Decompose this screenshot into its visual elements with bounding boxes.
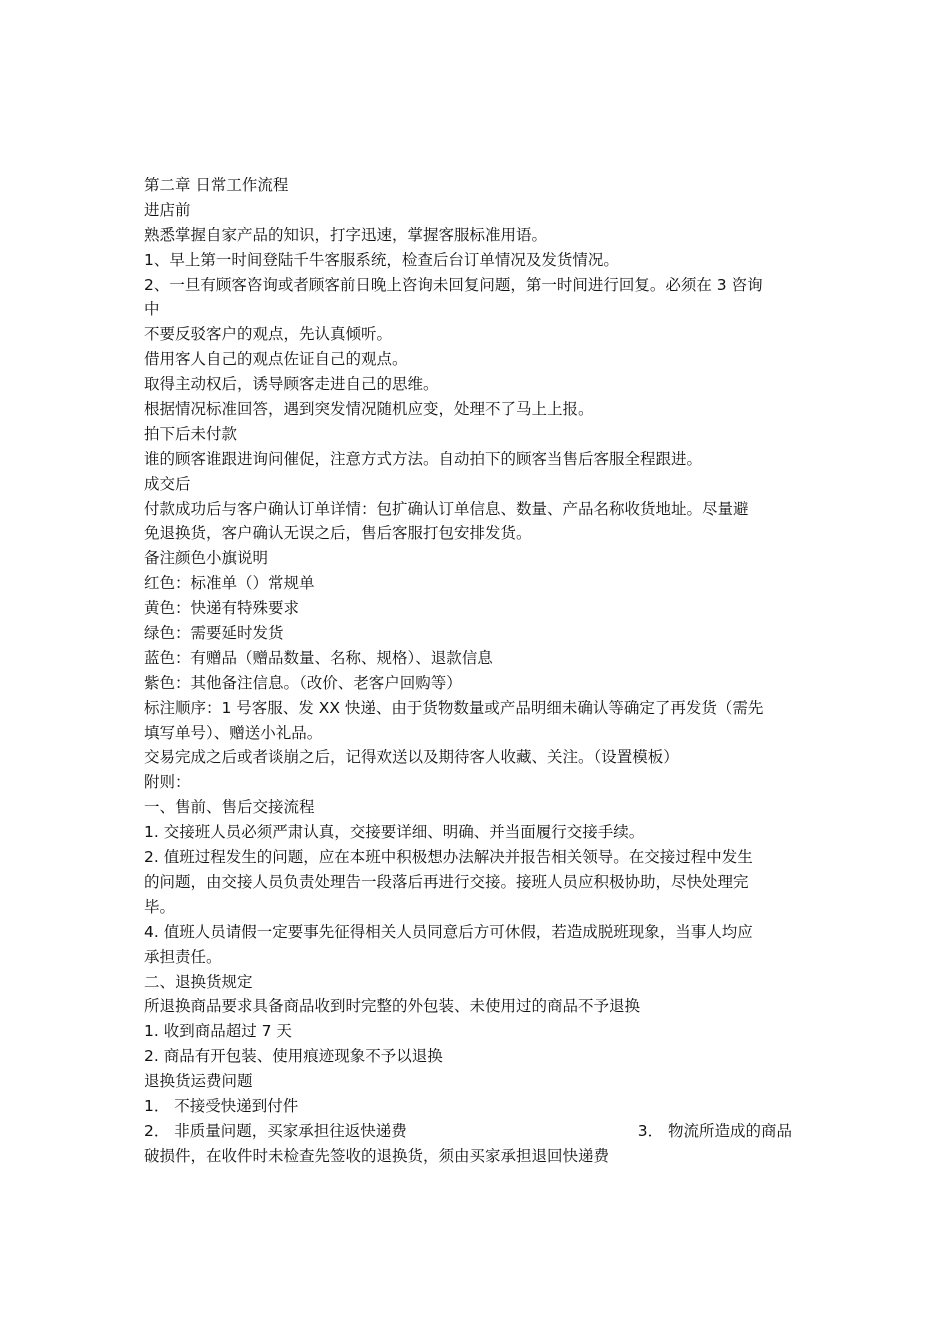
paragraph-line: 交易完成之后或者谈崩之后，记得欢送以及期待客人收藏、关注。（设置模板） bbox=[144, 748, 679, 767]
list-item: 1. 交接班人员必须严肃认真，交接要详细、明确、并当面履行交接手续。 bbox=[144, 823, 645, 842]
flag-green-item: 绿色：需要延时发货 bbox=[144, 624, 284, 643]
section-heading: 二、退换货规定 bbox=[144, 972, 253, 991]
paragraph-line: 所退换商品要求具备商品收到时完整的外包装、未使用过的商品不予退换 bbox=[144, 997, 641, 1016]
paragraph-line: 借用客人自己的观点佐证自己的观点。 bbox=[144, 350, 408, 369]
section-heading: 退换货运费问题 bbox=[144, 1072, 253, 1091]
paragraph-line: 付款成功后与客户确认订单详情：包扩确认订单信息、数量、产品名称收货地址。尽量避 bbox=[144, 499, 749, 518]
flag-blue-item: 蓝色：有赠品（赠品数量、名称、规格）、退款信息 bbox=[144, 648, 493, 667]
paragraph-line: 免退换货，客户确认无误之后，售后客服打包安排发货。 bbox=[144, 524, 532, 543]
flag-yellow-item: 黄色：快递有特殊要求 bbox=[144, 599, 300, 618]
flag-purple-item: 紫色：其他备注信息。（改价、老客户回购等） bbox=[144, 673, 462, 692]
list-item: 1． 不接受快递到付件 bbox=[144, 1096, 299, 1115]
split-line bbox=[144, 1119, 810, 1144]
section-heading: 一、售前、售后交接流程 bbox=[144, 798, 315, 817]
paragraph-line: 根据情况标准回答，遇到突发情况随机应变，处理不了马上上报。 bbox=[144, 400, 594, 419]
section-heading: 成交后 bbox=[144, 474, 191, 493]
list-item: 的问题，由交接人员负责处理告一段落后再进行交接。接班人员应积极协助，尽快处理完 bbox=[144, 872, 749, 891]
paragraph-line: 熟悉掌握自家产品的知识，打字迅速，掌握客服标准用语。 bbox=[144, 225, 548, 244]
list-item: 2. 值班过程发生的问题，应在本班中积极想办法解决并报告相关领导。在交接过程中发生 bbox=[144, 848, 753, 867]
section-heading: 附则： bbox=[144, 773, 191, 792]
section-heading: 拍下后未付款 bbox=[144, 424, 238, 443]
flag-red-item: 红色：标准单（）常规单 bbox=[144, 574, 315, 593]
paragraph-line: 1、早上第一时间登陆千牛客服系统，检查后台订单情况及发货情况。 bbox=[144, 250, 619, 269]
section-heading: 进店前 bbox=[144, 200, 191, 219]
list-item: 毕。 bbox=[144, 897, 176, 916]
chapter-title: 第二章 日常工作流程 bbox=[144, 176, 289, 194]
list-item: 承担责任。 bbox=[144, 947, 222, 966]
paragraph-line: 标注顺序：1 号客服、发 XX 快递、由于货物数量或产品明细未确认等确定了再发货（需先 bbox=[144, 698, 764, 717]
paragraph-line: 谁的顾客谁跟进询问催促，注意方式方法。自动拍下的顾客当售后客服全程跟进。 bbox=[144, 449, 703, 468]
paragraph-line: 中 bbox=[144, 300, 160, 319]
paragraph-line: 不要反驳客户的观点，先认真倾听。 bbox=[144, 325, 393, 344]
paragraph-line: 取得主动权后，诱导顾客走进自己的思维。 bbox=[144, 375, 439, 394]
paragraph-line: 破损件，在收件时未检查先签收的退换货，须由买家承担退回快递费 bbox=[144, 1146, 610, 1165]
document-body bbox=[144, 173, 810, 1169]
paragraph-line: 2、一旦有顾客咨询或者顾客前日晚上咨询未回复问题，第一时间进行回复。必须在 3 咨询 bbox=[144, 275, 763, 294]
list-item-right: 3． 物流所造成的商品 bbox=[637, 1121, 792, 1140]
list-item: 2. 商品有开包装、使用痕迹现象不予以退换 bbox=[144, 1047, 443, 1066]
list-item-left: 2． 非质量问题，买家承担往返快递费 bbox=[144, 1121, 407, 1140]
list-item: 4. 值班人员请假一定要事先征得相关人员同意后方可休假，若造成脱班现象，当事人均应 bbox=[144, 922, 753, 941]
list-item: 1. 收到商品超过 7 天 bbox=[144, 1022, 292, 1041]
section-heading: 备注颜色小旗说明 bbox=[144, 549, 269, 568]
paragraph-line: 填写单号）、赠送小礼品。 bbox=[144, 723, 323, 742]
